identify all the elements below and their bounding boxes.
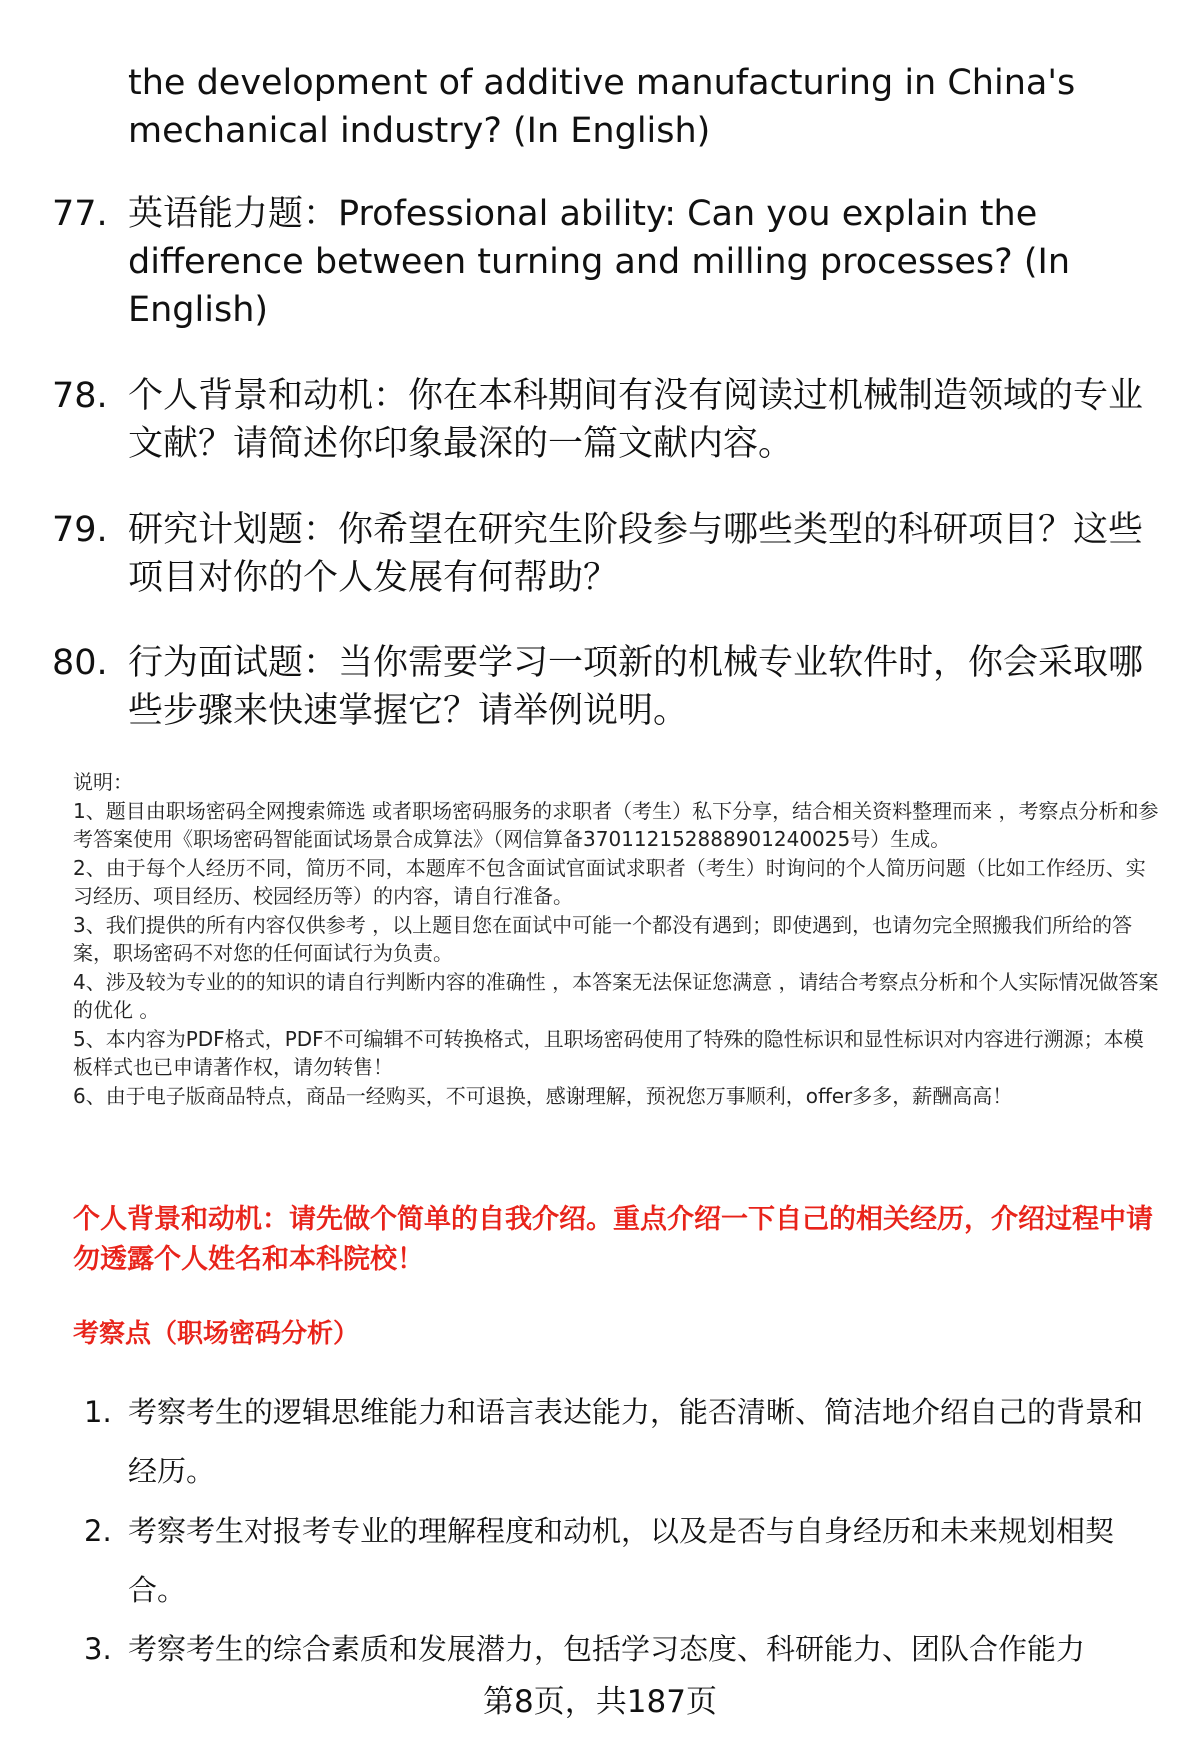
question-80 (52, 639, 1152, 735)
question-79 (52, 506, 1152, 602)
question-number: 79. (52, 510, 108, 550)
point-number: 3. (84, 1632, 112, 1666)
note-item: 5、本内容为PDF格式，PDF不可编辑不可转换格式，且职场密码使用了特殊的隐性标识和显性标识对内容进行溯源；本模板样式也已申请著作权，请勿转售！ (73, 1026, 1144, 1079)
point-text: 考察考生对报考专业的理解程度和动机，以及是否与自身经历和未来规划相契合。 (128, 1514, 1115, 1607)
note-item: 3、我们提供的所有内容仅供参考 ，以上题目您在面试中可能一个都没有遇到；即使遇到，也请勿完全照搬我们所给的答案，职场密码不对您的任何面试行为负责。 (73, 912, 1133, 965)
analysis-point (84, 1502, 1164, 1620)
point-text: 考察考生的综合素质和发展潜力，包括学习态度、科研能力、团队合作能力 (128, 1632, 1086, 1666)
note-item: 6、由于电子版商品特点，商品一经购买，不可退换，感谢理解，预祝您万事顺利，offer多多，薪酬高高！ (73, 1083, 1013, 1108)
question-text: 研究计划题：你希望在研究生阶段参与哪些类型的科研项目？这些项目对你的个人发展有何帮助？ (128, 510, 1144, 598)
question-77 (52, 190, 1152, 334)
note-item: 1、题目由职场密码全网搜索筛选 或者职场密码服务的求职者（考生）私下分享，结合相关资料整理而来 ，考察点分析和参考答案使用《职场密码智能面试场景合成算法》（网信算备370112152888901240025号）生成。 (73, 798, 1159, 851)
page-footer: 第8页，共187页 (483, 1684, 717, 1720)
question-78 (52, 372, 1152, 468)
analysis-point (84, 1383, 1164, 1501)
question-continuation (52, 59, 1152, 155)
question-number: 80. (52, 643, 108, 683)
question-text: 行为面试题：当你需要学习一项新的机械专业软件时，你会采取哪些步骤来快速掌握它？请举例说明。 (128, 643, 1144, 731)
analysis-subheading: 考察点（职场密码分析） (73, 1319, 360, 1349)
note-item: 2、由于每个人经历不同，简历不同，本题库不包含面试官面试求职者（考生）时询问的个人简历问题（比如工作经历、实习经历、项目经历、校园经历等）的内容，请自行准备。 (73, 855, 1146, 908)
point-text: 考察考生的逻辑思维能力和语言表达能力，能否清晰、简洁地介绍自己的背景和经历。 (128, 1395, 1144, 1488)
question-text: 英语能力题：Professional ability: Can you explain the difference between turning and milling processes? (In English) (128, 194, 1071, 330)
question-number: 77. (52, 194, 108, 234)
notes-title: 说明： (73, 770, 133, 794)
note-item: 4、涉及较为专业的的知识的请自行判断内容的准确性 ，本答案无法保证您满意 ，请结合考察点分析和个人实际情况做答案的优化 。 (73, 969, 1159, 1022)
question-text: the development of additive manufacturing in China's mechanical industry? (In English) (128, 63, 1076, 151)
question-text: 个人背景和动机：你在本科期间有没有阅读过机械制造领域的专业文献？请简述你印象最深的一篇文献内容。 (128, 376, 1144, 464)
point-number: 1. (84, 1395, 112, 1429)
point-number: 2. (84, 1514, 112, 1548)
notes-section (73, 768, 1163, 1110)
analysis-point (84, 1620, 1164, 1679)
question-heading: 个人背景和动机：请先做个简单的自我介绍。重点介绍一下自己的相关经历，介绍过程中请勿透露个人姓名和本科院校！ (73, 1204, 1153, 1275)
question-number: 78. (52, 376, 108, 416)
